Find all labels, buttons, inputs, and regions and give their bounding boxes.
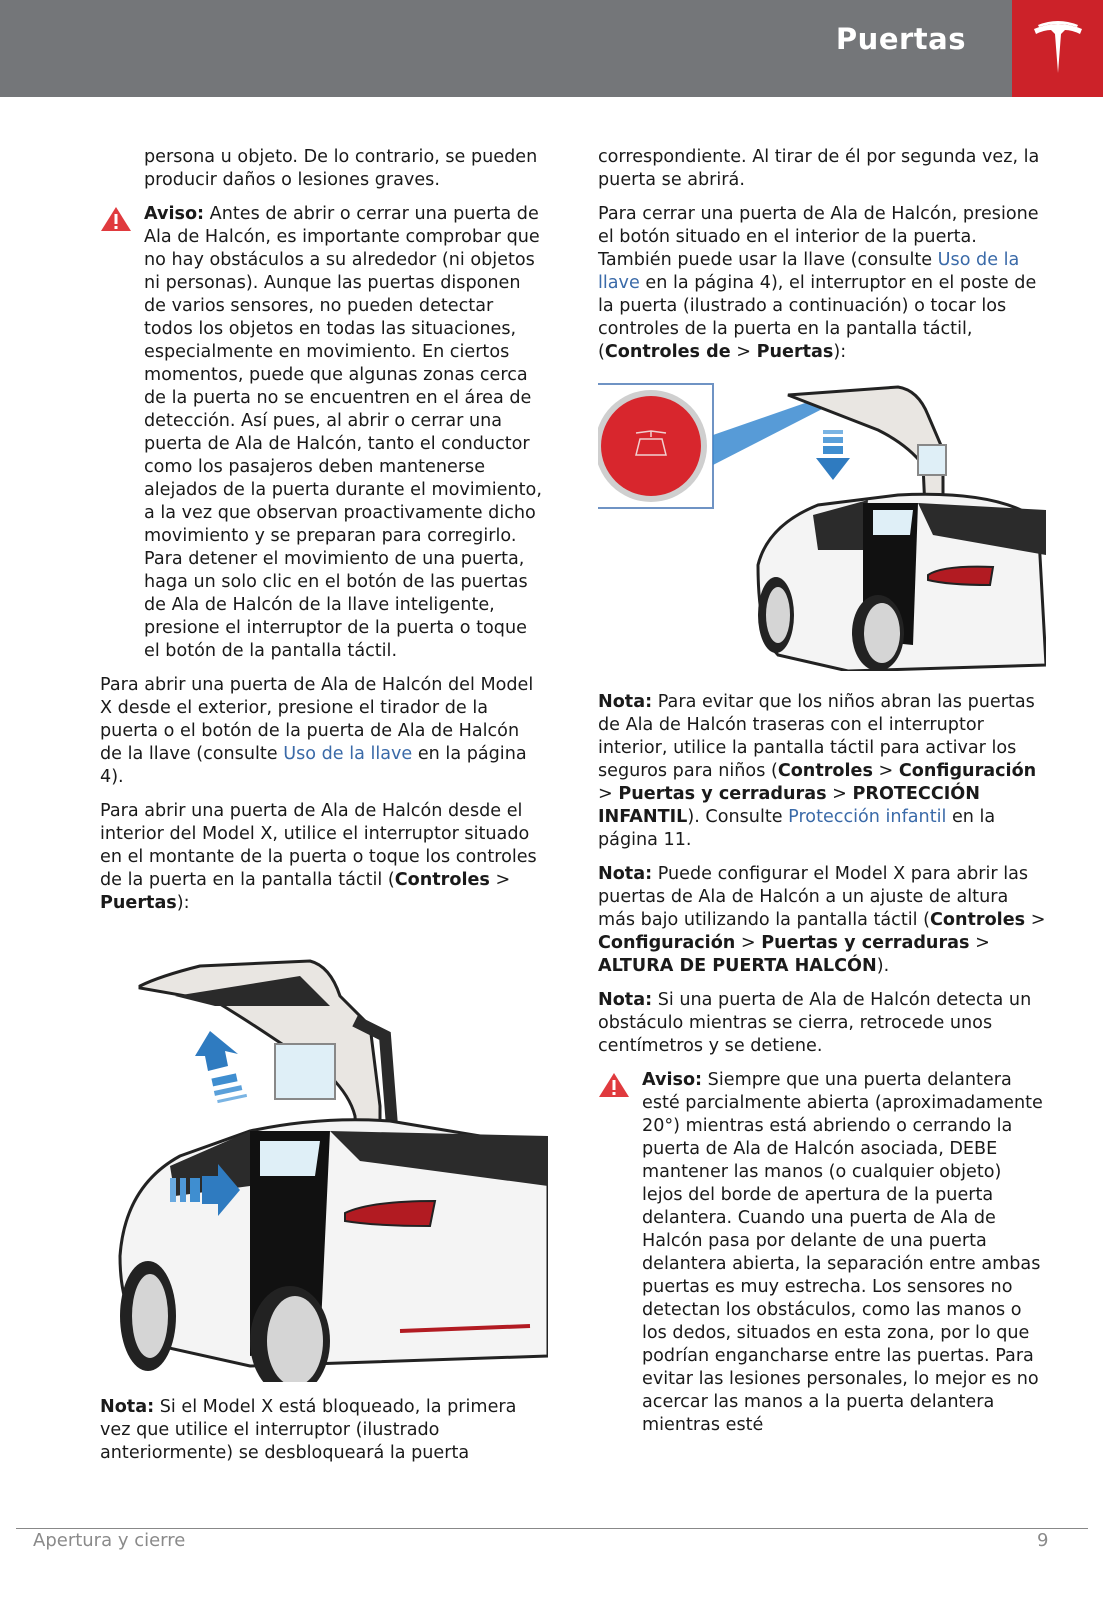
page-header	[0, 0, 1103, 97]
note-text: Si una puerta de Ala de Halcón detecta un obstáculo mientras se cierra, retrocede unos centímetros y se detiene.	[598, 990, 1032, 1056]
separator: >	[489, 870, 511, 890]
text: ):	[176, 893, 190, 913]
menu-path-item: Configuración	[598, 933, 736, 953]
footer-section: Apertura y cierre	[33, 1530, 186, 1551]
warning-label: Aviso:	[642, 1070, 703, 1090]
text: Para cerrar una puerta de Ala de Halcón, presione el botón situado en el interior de la puerta. También puede usar la llave (consulte	[598, 204, 1039, 270]
menu-path-item: Controles	[777, 761, 873, 781]
menu-path-item: Controles	[929, 910, 1026, 930]
menu-path-item: ALTURA DE PUERTA HALCÓN	[598, 956, 877, 976]
warning-triangle-icon	[100, 206, 132, 232]
note-text: ). Consulte	[687, 807, 789, 827]
paragraph-open-exterior	[100, 674, 545, 789]
warning-triangle-icon	[598, 1072, 630, 1098]
paragraph-open-interior	[100, 800, 545, 915]
link-child-protection[interactable]: Protección infantil	[788, 807, 947, 827]
page-title: Puertas	[835, 22, 966, 56]
note-text: Para evitar que los niños abran las puertas de Ala de Halcón traseras con el interruptor interior, utilice la pantalla táctil para activar los seguros para niños (	[598, 692, 1035, 781]
menu-path-item: Puertas y cerraduras	[618, 784, 827, 804]
note-child-lock: Nota: Para evitar que los niños abran las puertas de Ala de Halcón traseras con el interruptor interior, utilice la pantalla táctil para activar los seguros para niños (Controles > Configuración > Puertas y cerraduras > PROTECCIÓN INFANTIL). Consulte Protección infantil en la página 11.	[598, 692, 1037, 850]
text: Para abrir una puerta de Ala de Halcón desde el interior del Model X, utilice el interruptor situado en el montante de la puerta o toque los controles de la puerta en la pantalla táctil (	[100, 801, 537, 890]
menu-path-doors: Puertas	[100, 893, 177, 913]
left-column	[100, 146, 545, 1476]
note-text: ).	[876, 956, 890, 976]
menu-path-item: PROTECCIÓN INFANTIL	[598, 784, 980, 827]
menu-path-doors: Puertas	[756, 342, 834, 362]
note-text: Si el Model X está bloqueado, la primera vez que utilice el interruptor (ilustrado anteriormente) se desbloqueará la puerta	[100, 1397, 517, 1463]
link-key-usage[interactable]: Uso de la llave	[598, 250, 1020, 293]
car-button-illustration-icon	[598, 375, 1046, 671]
text: Para abrir una puerta de Ala de Halcón del Model X desde el exterior, presione el tirador de la puerta o el botón de la puerta de Ala de Halcón de la llave (consulte	[100, 675, 534, 764]
warning-label: Aviso:	[144, 204, 205, 224]
note-text: Puede configurar el Model X para abrir las puertas de Ala de Halcón a un ajuste de altura más bajo utilizando la pantalla táctil (	[598, 864, 1029, 930]
note-label: Nota:	[100, 1397, 155, 1417]
menu-path-item: Puertas y cerraduras	[761, 933, 970, 953]
warning-text: Antes de abrir o cerrar una puerta de Ala de Halcón, es importante comprobar que no hay obstáculos a su alrededor (ni objetos ni personas). Aunque las puertas disponen de varios sensores, no pueden detectar todos los objetos en todas las situaciones, especialmente en movimiento. En ciertos momentos, puede que algunas zonas cerca de la puerta no se encuentren en el área de detección. Así pues, al abrir o cerrar una puerta de Ala de Halcón, tanto el conductor como los pasajeros deben mantenerse alejados de la puerta durante el movimiento, a la vez que observan proactivamente dicho movimiento y se preparan para corregirlo. Para detener el movimiento de una puerta, haga un solo clic en el botón de las puertas de Ala de Halcón de la llave inteligente, presione el interruptor de la puerta o toque el botón de la pantalla táctil.	[144, 204, 542, 661]
falcon-wing-door-opening-illustration	[100, 926, 548, 1382]
separator: >	[730, 342, 757, 362]
menu-path-item: Configuración	[898, 761, 1037, 781]
warning-text: Siempre que una puerta delantera esté parcialmente abierta (aproximadamente 20°) mientras está abriendo o cerrando la puerta de Ala de Halcón asociada, DEBE mantener las manos (o cualquier objeto) lejos del borde de apertura de la puerta delantera. Cuando una puerta de Ala de Halcón pasa por delante de una puerta delantera abierta, la separación entre ambas puertas es muy estrecha. Los sensores no detectan los obstáculos, como las manos o los dedos, situados en esta zona, por lo que podrían engancharse entre las puertas. Para evitar las lesiones personales, lo mejor es no acercar las manos a la puerta delantera mientras esté	[642, 1070, 1043, 1435]
page-number: 9	[1037, 1530, 1049, 1551]
warning-block	[100, 203, 545, 663]
right-column	[598, 146, 1046, 1448]
tesla-logo	[1012, 0, 1103, 97]
note-block	[100, 1396, 545, 1465]
note-label: Nota:	[598, 990, 653, 1010]
menu-path-door-controls: Controles de	[604, 342, 731, 362]
note-door-height: Nota: Puede configurar el Model X para abrir las puertas de Ala de Halcón a un ajuste de altura más bajo utilizando la pantalla táctil (Controles > Configuración > Puertas y cerraduras > ALTURA DE PUERTA HALCÓN).	[598, 864, 1046, 976]
footer-divider	[16, 1528, 1088, 1529]
warning-block	[598, 1069, 1046, 1437]
note-text: en la página 11.	[598, 807, 996, 850]
continued-text: persona u objeto. De lo contrario, se pueden producir daños o lesiones graves.	[144, 147, 538, 190]
continued-text: correspondiente. Al tirar de él por segunda vez, la puerta se abrirá.	[598, 147, 1040, 190]
menu-path-controls: Controles	[394, 870, 490, 890]
text: en la página 4).	[100, 744, 527, 787]
text: en la página 4), el interruptor en el poste de la puerta (ilustrado a continuación) o tocar los controles de la puerta en la pantalla táctil, (	[598, 273, 1037, 362]
paragraph-close-door	[598, 203, 1046, 364]
note-obstacle	[598, 989, 1046, 1058]
link-key-usage[interactable]: Uso de la llave	[283, 744, 413, 764]
car-illustration-icon	[100, 926, 548, 1382]
falcon-wing-door-closing-illustration	[598, 375, 1046, 671]
note-label: Nota:	[598, 864, 653, 884]
tesla-logo-icon	[1032, 21, 1084, 77]
note-label: Nota:	[598, 692, 653, 712]
text: ):	[833, 342, 847, 362]
